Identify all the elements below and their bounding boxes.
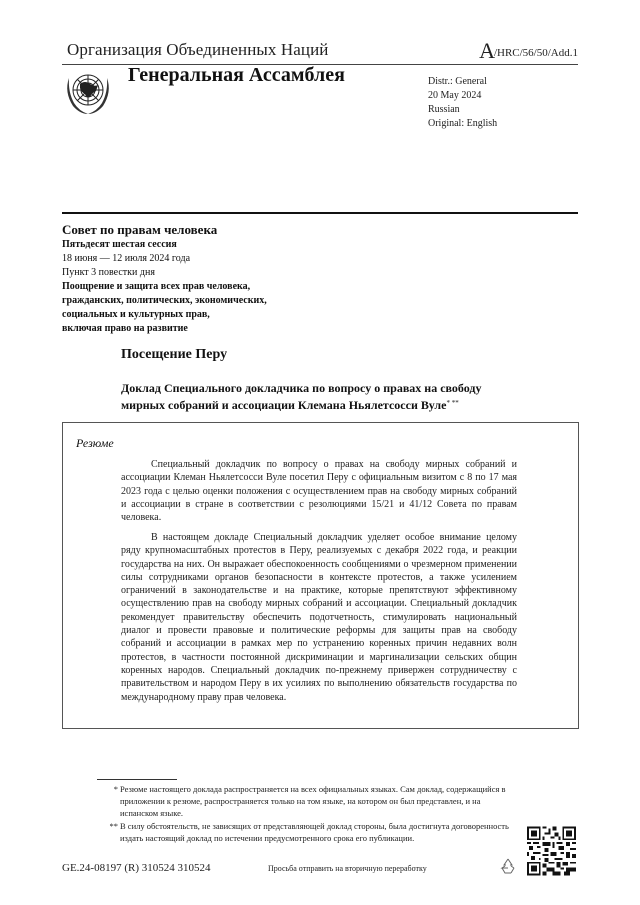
agenda-title-line: Поощрение и защита всех прав человека,: [62, 281, 251, 292]
document-code: GE.24-08197 (R) 310524 310524: [62, 862, 211, 874]
footnote-mark: *: [113, 784, 118, 794]
agenda-title-line: социальных и культурных прав,: [62, 309, 210, 320]
report-title-line: Доклад Специального докладчика по вопросу о правах на свободу: [121, 381, 482, 395]
qr-code-icon: [527, 826, 576, 876]
summary-paragraph-1: [121, 458, 517, 524]
session-name: Пятьдесят шестая сессия: [62, 239, 177, 250]
footnote-2: [100, 820, 520, 844]
distribution-line: Distr.: General: [428, 76, 487, 87]
recycle-notice: Просьба отправить на вторичную переработку: [268, 864, 427, 873]
footnote-mark: **: [109, 821, 118, 831]
council-title: Совет по правам человека: [62, 222, 218, 237]
recycle-icon: [499, 857, 517, 875]
summary-paragraph-text: В настоящем докладе Специальный докладчик уделяет особое внимание целому ряду крупномасштабных протестов в Перу, реализуемых с декабря 2022 года, и реакции государства на них. Он выражает обеспокоенность сообщениями о чрезмерном применении силы сотрудниками органов безопасности в контексте протестов, а также усилением ограничений в законодательстве и на практике, которые препятствуют эффективному осуществлению прав на свободу мирных собраний и ассоциации. Специальный докладчик рекомендует правительству обеспечить подотчетность, стимулировать национальный диалог и провести правовые и политические реформы для защиты прав на свободу собраний и ассоциации в рамках мер по устранению коренных причин недавних волн протестов, в частности постоянной дискриминации и маргинализации сельских общин коренных народов. Специальный докладчик по-прежнему привержен сотрудничеству с правительством и народом Перу в их усилиях по выполнению обязательств государства по международному праву прав человека.: [121, 532, 517, 703]
visit-title: Посещение Перу: [121, 347, 228, 362]
footnote-text: Резюме настоящего доклада распространяется на всех официальных языках. Сам доклад, содержащийся в приложении к резюме, распространяется только на том языке, на котором он был представлен, и на испанском языке.: [120, 784, 506, 818]
symbol-prefix: A: [479, 38, 494, 63]
un-emblem-icon: [62, 68, 114, 116]
section-divider: [62, 212, 578, 214]
symbol-rest: /HRC/56/50/Add.1: [493, 47, 578, 59]
summary-label: Резюме: [76, 436, 114, 450]
agenda-title-line: гражданских, политических, экономических,: [62, 295, 267, 306]
summary-paragraph-2: [121, 531, 517, 704]
summary-paragraph-text: Специальный докладчик по вопросу о правах на свободу мирных собраний и ассоциации Клеман Ньялетсосси Вуле посетил Перу с официальным визитом с 8 по 17 мая 2023 года с целью оценки положения с осуществлением прав на свободу мирных собраний и ассоциации в стране в соответствии с резолюциями 15/21 и 41/12 Совета по правам человека.: [121, 459, 517, 524]
agenda-title-line: включая право на развитие: [62, 323, 188, 334]
footnote-divider: [97, 779, 177, 780]
report-title-line-2: [121, 396, 581, 413]
footnote-marks: * **: [446, 399, 459, 407]
council-info: [62, 222, 362, 336]
footnote-text: В силу обстоятельств, не зависящих от представляющей доклад стороны, была достигнута договоренность издать настоящий доклад по истечении предусмотренного срока его публикации.: [120, 821, 509, 843]
report-title-text: мирных собраний и ассоциации Клемана Ньялетсосси Вуле: [121, 398, 447, 412]
report-title: [121, 381, 581, 413]
session-dates: 18 июня — 12 июля 2024 года: [62, 253, 191, 264]
distribution-language: Russian: [428, 104, 460, 115]
distribution-info: [428, 75, 497, 131]
assembly-title: Генеральная Ассамблея: [128, 64, 345, 86]
original-language: Original: English: [428, 118, 498, 129]
distribution-date: 20 May 2024: [428, 90, 482, 101]
document-symbol: [479, 38, 578, 64]
agenda-item: Пункт 3 повестки дня: [62, 267, 155, 278]
footnote-1: [100, 783, 520, 819]
organization-name: Организация Объединенных Наций: [67, 40, 329, 59]
